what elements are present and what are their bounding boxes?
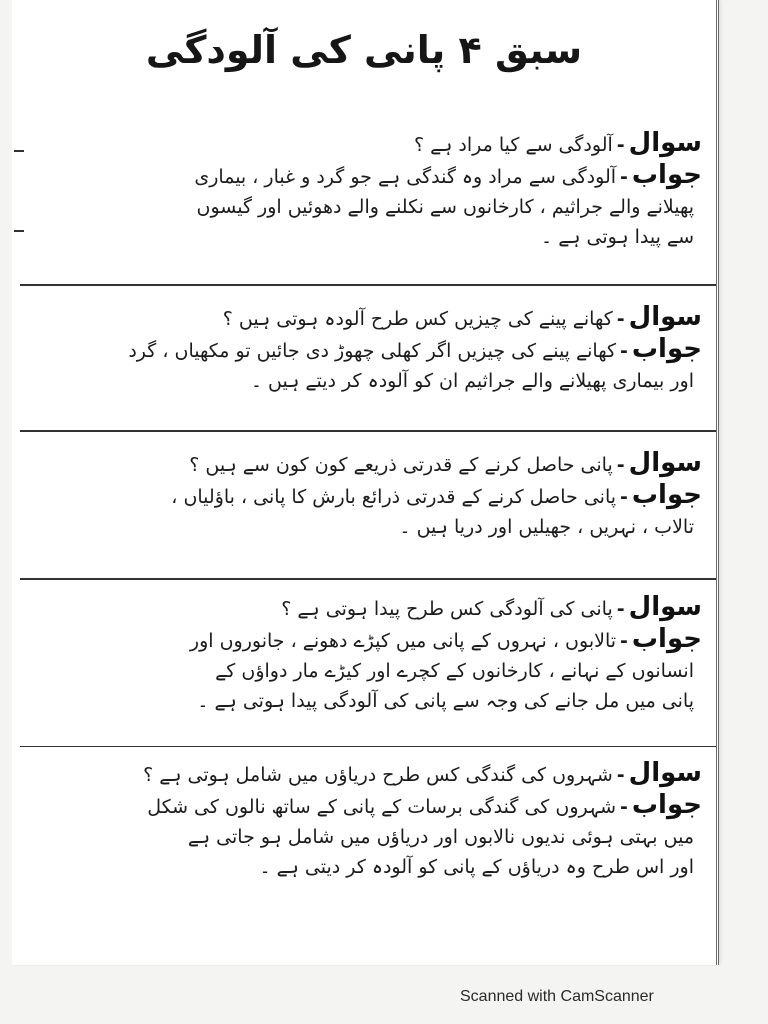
notebook-page bbox=[12, 0, 719, 965]
answer-line: پانی میں مل جانے کی وجہ سے پانی کی آلودگی پیدا ہوتی ہے ۔ bbox=[197, 690, 694, 712]
question-text: شہروں کی گندگی کس طرح دریاؤں میں شامل ہوتی ہے ؟ bbox=[143, 764, 613, 786]
section-divider bbox=[20, 578, 716, 580]
margin-tick bbox=[14, 230, 24, 232]
answer-line: سے پیدا ہوتی ہے ۔ bbox=[541, 226, 694, 248]
question-text: آلودگی سے کیا مراد ہے ؟ bbox=[413, 134, 613, 156]
answer-line: جواب-پانی حاصل کرنے کے قدرتی ذرائع بارش کا پانی ، باؤلیاں ، bbox=[171, 480, 702, 510]
answer-line: اور بیماری پھیلانے والے جراثیم ان کو آلودہ کر دیتے ہیں ۔ bbox=[250, 370, 694, 392]
section-divider bbox=[20, 284, 716, 286]
qa-block-4 bbox=[30, 592, 702, 716]
answer-line: جواب-کھانے پینے کی چیزیں اگر کھلی چھوڑ دی جائیں تو مکھیاں ، گرد bbox=[128, 334, 702, 364]
answer-line: پھیلانے والے جراثیم ، کارخانوں سے نکلنے والے دھوئیں اور گیسوں bbox=[196, 196, 694, 218]
answer-text: آلودگی سے مراد وہ گندگی ہے جو گرد و غبار ، بیماری bbox=[194, 166, 617, 188]
qa-block-3 bbox=[30, 448, 702, 542]
answer-text: شہروں کی گندگی برسات کے پانی کے ساتھ نالوں کی شکل bbox=[147, 796, 617, 818]
answer-line: جواب-تالابوں ، نہروں کے پانی میں کپڑے دھونے ، جانوروں اور bbox=[189, 624, 702, 654]
answer-line: اور اس طرح وہ دریاؤں کے پانی کو آلودہ کر دیتی ہے ۔ bbox=[259, 856, 694, 878]
question-label: سوال bbox=[628, 592, 702, 622]
question-text: پانی حاصل کرنے کے قدرتی ذریعے کون کون سے ہیں ؟ bbox=[189, 454, 613, 476]
question-label: سوال bbox=[628, 448, 702, 478]
answer-line: تالاب ، نہریں ، جھیلیں اور دریا ہیں ۔ bbox=[399, 516, 694, 538]
question-label: سوال bbox=[628, 758, 702, 788]
section-divider bbox=[20, 430, 716, 432]
answer-line: انسانوں کے نہانے ، کارخانوں کے کچرے اور کیڑے مار دواؤں کے bbox=[215, 660, 694, 682]
qa-block-1 bbox=[30, 128, 702, 252]
question-label: سوال bbox=[628, 302, 702, 332]
answer-label: جواب bbox=[631, 790, 702, 820]
question-line: سوال-کھانے پینے کی چیزیں کس طرح آلودہ ہوتی ہیں ؟ bbox=[222, 302, 702, 332]
answer-label: جواب bbox=[631, 334, 702, 364]
scanner-watermark: Scanned with CamScanner bbox=[460, 988, 654, 1005]
answer-text: کھانے پینے کی چیزیں اگر کھلی چھوڑ دی جائیں تو مکھیاں ، گرد bbox=[128, 340, 617, 362]
question-line: سوال-آلودگی سے کیا مراد ہے ؟ bbox=[413, 128, 702, 158]
question-line: سوال-پانی کی آلودگی کس طرح پیدا ہوتی ہے ؟ bbox=[281, 592, 702, 622]
qa-block-2 bbox=[30, 302, 702, 396]
margin-tick bbox=[14, 150, 24, 152]
answer-label: جواب bbox=[631, 624, 702, 654]
question-text: کھانے پینے کی چیزیں کس طرح آلودہ ہوتی ہیں ؟ bbox=[222, 308, 613, 330]
section-divider bbox=[20, 746, 716, 747]
answer-line: جواب-آلودگی سے مراد وہ گندگی ہے جو گرد و غبار ، بیماری bbox=[194, 160, 702, 190]
answer-text: تالابوں ، نہروں کے پانی میں کپڑے دھونے ، جانوروں اور bbox=[189, 630, 617, 652]
answer-text: پانی حاصل کرنے کے قدرتی ذرائع بارش کا پانی ، باؤلیاں ، bbox=[171, 486, 617, 508]
question-text: پانی کی آلودگی کس طرح پیدا ہوتی ہے ؟ bbox=[281, 598, 613, 620]
qa-block-5 bbox=[30, 758, 702, 882]
question-label: سوال bbox=[628, 128, 702, 158]
answer-line: جواب-شہروں کی گندگی برسات کے پانی کے ساتھ نالوں کی شکل bbox=[147, 790, 702, 820]
question-line: سوال-شہروں کی گندگی کس طرح دریاؤں میں شامل ہوتی ہے ؟ bbox=[143, 758, 702, 788]
answer-label: جواب bbox=[631, 160, 702, 190]
question-line: سوال-پانی حاصل کرنے کے قدرتی ذریعے کون کون سے ہیں ؟ bbox=[189, 448, 702, 478]
answer-line: میں بہتی ہوئی ندیوں نالابوں اور دریاؤں میں شامل ہو جاتی ہے bbox=[187, 826, 694, 848]
answer-label: جواب bbox=[631, 480, 702, 510]
lesson-title: سبق ۴ پانی کی آلودگی bbox=[145, 28, 583, 72]
